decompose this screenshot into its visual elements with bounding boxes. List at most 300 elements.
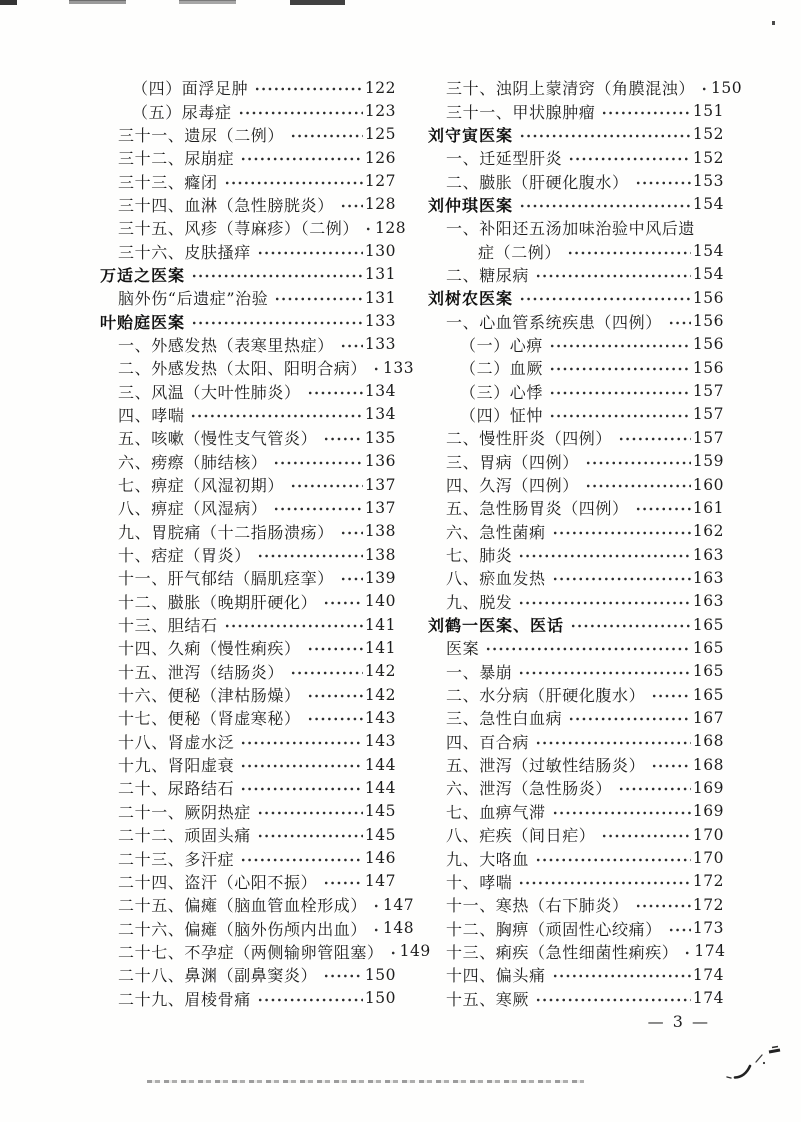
toc-entry xyxy=(100,520,396,543)
toc-entry xyxy=(428,450,724,473)
toc-entry-label: 八、疟疾（间日疟） xyxy=(446,826,596,846)
toc-entry-page: 169 xyxy=(692,802,724,821)
dot-leader xyxy=(340,574,363,584)
toc-entry xyxy=(428,776,724,799)
toc-entry xyxy=(428,263,724,286)
scan-artifact-strip xyxy=(0,0,17,5)
toc-entry-label: 十七、便秘（肾虚寒秘） xyxy=(118,709,301,729)
toc-entry xyxy=(100,146,396,169)
dot-leader xyxy=(651,691,691,701)
toc-entry xyxy=(428,216,724,239)
toc-entry xyxy=(100,566,396,589)
toc-entry xyxy=(428,963,724,986)
toc-entry xyxy=(428,823,724,846)
toc-entry-page: 130 xyxy=(364,242,396,261)
toc-entry xyxy=(428,660,724,683)
toc-entry-page: 125 xyxy=(364,125,396,144)
dot-leader xyxy=(307,714,363,724)
toc-entry-page: 169 xyxy=(692,778,724,797)
toc-entry-label: 四、百合病 xyxy=(446,732,530,752)
toc-entry xyxy=(100,683,396,706)
toc-entry xyxy=(100,169,396,192)
toc-entry-page: 160 xyxy=(692,475,724,494)
dot-leader xyxy=(274,294,363,304)
toc-entry-page: 138 xyxy=(364,545,396,564)
toc-entry xyxy=(100,776,396,799)
toc-entry xyxy=(428,706,724,729)
toc-entry-page: 162 xyxy=(692,522,724,541)
toc-entry xyxy=(428,566,724,589)
toc-entry-page: 143 xyxy=(364,708,396,727)
toc-entry-label: 一、暴崩 xyxy=(446,662,513,682)
toc-entry-page: 127 xyxy=(364,172,396,191)
toc-entry-label: 十九、肾阳虚衰 xyxy=(118,756,235,776)
toc-entry-label: 刘树农医案 xyxy=(428,289,514,309)
dot-leader xyxy=(535,271,691,281)
dot-leader xyxy=(568,154,691,164)
toc-entry-page: 123 xyxy=(364,102,396,121)
toc-entry-page: 151 xyxy=(692,102,724,121)
toc-entry-label: 三十、浊阴上蒙清窍（角膜混浊） xyxy=(446,79,696,99)
toc-entry-page: 159 xyxy=(692,452,724,471)
dot-leader xyxy=(519,294,691,304)
dot-leader xyxy=(568,714,691,724)
toc-entry-label: 二十二、顽固头痛 xyxy=(118,826,251,846)
toc-entry xyxy=(100,543,396,566)
toc-entry xyxy=(100,986,396,1009)
toc-entry-page: 172 xyxy=(692,895,724,914)
toc-entry-page: 154 xyxy=(692,242,724,261)
dot-leader xyxy=(290,131,363,141)
toc-entry-page: 156 xyxy=(692,312,724,331)
toc-entry xyxy=(100,263,396,286)
dot-leader xyxy=(535,995,691,1005)
toc-entry-page: 168 xyxy=(692,732,724,751)
toc-entry-label: 六、痨瘵（肺结核） xyxy=(118,452,268,472)
toc-entry-page: 157 xyxy=(692,405,724,424)
dot-leader xyxy=(273,504,363,514)
toc-entry-page: 163 xyxy=(692,592,724,611)
dot-leader xyxy=(373,901,381,911)
toc-entry-page: 145 xyxy=(364,825,396,844)
toc-entry xyxy=(428,613,724,636)
toc-entry-page: 144 xyxy=(364,778,396,797)
toc-entry-label: 二、慢性肝炎（四例） xyxy=(446,429,613,449)
toc-entry xyxy=(100,286,396,309)
dot-leader xyxy=(651,761,691,771)
toc-entry-label: 十一、肝气郁结（膈肌痉挛） xyxy=(118,569,334,589)
toc-entry-page: 148 xyxy=(383,919,415,938)
toc-entry-page: 137 xyxy=(364,475,396,494)
toc-entry-label: 三、风温（大叶性肺炎） xyxy=(118,382,301,402)
toc-entry-page: 165 xyxy=(692,638,724,657)
toc-entry-page: 170 xyxy=(692,849,724,868)
toc-entry-page: 156 xyxy=(692,288,724,307)
toc-entry-label: 九、脱发 xyxy=(446,592,513,612)
toc-entry-page: 163 xyxy=(692,545,724,564)
toc-entry-label: 二十八、鼻渊（副鼻窦炎） xyxy=(118,966,318,986)
toc-entry xyxy=(428,986,724,1009)
toc-entry-page: 156 xyxy=(692,358,724,377)
toc-entry-page: 147 xyxy=(364,872,396,891)
toc-entry-page: 134 xyxy=(364,382,396,401)
toc-entry-label: 二十七、不孕症（两侧输卵管阻塞） xyxy=(118,942,384,962)
toc-entry-label: 四、哮喘 xyxy=(118,405,185,425)
dot-leader xyxy=(323,434,363,444)
toc-entry xyxy=(428,286,724,309)
toc-entry-page: 165 xyxy=(692,662,724,681)
toc-entry-label: 十三、胆结石 xyxy=(118,616,218,636)
toc-entry-label: 三十四、血淋（急性膀胱炎） xyxy=(118,195,334,215)
toc-entry-label: 二十一、厥阴热症 xyxy=(118,802,251,822)
toc-entry-page: 150 xyxy=(364,989,396,1008)
toc-entry xyxy=(100,730,396,753)
toc-entry-label: 七、肺炎 xyxy=(446,546,513,566)
toc-entry-label: 脑外伤“后遗症”治验 xyxy=(118,289,269,309)
toc-entry-label: （四）怔忡 xyxy=(460,405,544,425)
toc-entry-page: 152 xyxy=(692,148,724,167)
dot-leader xyxy=(240,738,363,748)
toc-entry-page: 131 xyxy=(364,288,396,307)
dot-leader xyxy=(601,108,691,118)
toc-entry-page: 128 xyxy=(364,195,396,214)
dot-leader xyxy=(567,248,691,258)
dot-leader xyxy=(340,201,363,211)
toc-entry-label: 六、急性菌痢 xyxy=(446,522,546,542)
dot-leader xyxy=(635,504,691,514)
dot-leader xyxy=(257,551,363,561)
dot-leader xyxy=(519,201,691,211)
toc-entry-page: 150 xyxy=(711,78,743,97)
toc-entry xyxy=(100,496,396,519)
toc-entry xyxy=(100,800,396,823)
dot-leader xyxy=(240,784,363,794)
toc-entry-label: 十四、久痢（慢性痢疾） xyxy=(118,639,301,659)
toc-entry-label: 十二、臌胀（晚期肝硬化） xyxy=(118,592,318,612)
toc-entry-label: （五）尿毒症 xyxy=(132,102,232,122)
toc-entry xyxy=(428,76,743,99)
toc-entry-label: 三十五、风疹（荨麻疹）（二例） xyxy=(118,219,360,239)
dot-leader xyxy=(518,668,691,678)
dot-leader xyxy=(365,224,373,234)
toc-entry-page: 157 xyxy=(692,428,724,447)
toc-entry xyxy=(428,590,724,613)
toc-entry-label: 三十三、癃闭 xyxy=(118,172,218,192)
toc-entry-page: 154 xyxy=(692,195,724,214)
smudge-line xyxy=(147,1080,584,1083)
dot-leader xyxy=(635,178,691,188)
toc-entry-label: 十五、寒厥 xyxy=(446,989,530,1009)
toc-entry xyxy=(100,123,396,146)
toc-entry xyxy=(100,193,396,216)
toc-entry xyxy=(100,356,415,379)
toc-entry-label: 五、泄泻（过敏性结肠炎） xyxy=(446,756,646,776)
toc-entry-page: 156 xyxy=(692,335,724,354)
dot-leader xyxy=(684,948,692,958)
toc-entry xyxy=(428,169,724,192)
toc-entry-label: （一）心痹 xyxy=(460,335,544,355)
dot-leader xyxy=(323,971,363,981)
toc-entry xyxy=(100,450,396,473)
toc-entry xyxy=(100,473,396,496)
dot-leader xyxy=(570,621,691,631)
dot-leader xyxy=(549,411,691,421)
dot-leader xyxy=(323,878,363,888)
toc-entry xyxy=(428,543,724,566)
dot-leader xyxy=(518,878,691,888)
toc-entry xyxy=(428,800,724,823)
toc-entry-page: 165 xyxy=(692,685,724,704)
toc-entry-label: 十一、寒热（右下肺炎） xyxy=(446,896,629,916)
toc-entry xyxy=(428,893,724,916)
dot-leader xyxy=(257,808,363,818)
toc-entry-label: 二、水分病（肝硬化腹水） xyxy=(446,686,646,706)
toc-entry-label: 万适之医案 xyxy=(100,265,186,285)
toc-entry-label: 刘守寅医案 xyxy=(428,125,514,145)
toc-entry-page: 157 xyxy=(692,382,724,401)
dot-leader xyxy=(618,434,691,444)
toc-entry-label: 二、臌胀（肝硬化腹水） xyxy=(446,172,629,192)
toc-entry-page: 143 xyxy=(364,732,396,751)
dot-leader xyxy=(668,925,691,935)
toc-entry-label: 九、大咯血 xyxy=(446,849,530,869)
dot-leader xyxy=(535,855,691,865)
toc-entry-label: 七、血痹气滞 xyxy=(446,802,546,822)
toc-entry xyxy=(428,496,724,519)
toc-entry-label: 七、痹症（风湿初期） xyxy=(118,476,285,496)
toc-entry-page: 140 xyxy=(364,592,396,611)
toc-entry xyxy=(100,239,396,262)
toc-entry xyxy=(428,520,724,543)
toc-entry xyxy=(428,403,724,426)
toc-right-column xyxy=(428,76,743,1010)
toc-entry-label: 十六、便秘（津枯肠燥） xyxy=(118,686,301,706)
scan-artifact-strip xyxy=(179,0,236,4)
toc-entry xyxy=(100,99,396,122)
toc-entry xyxy=(428,940,724,963)
dot-leader xyxy=(257,995,363,1005)
dot-leader xyxy=(535,738,691,748)
toc-entry-page: 152 xyxy=(692,125,724,144)
toc-entry xyxy=(100,76,396,99)
toc-entry-page: 138 xyxy=(364,522,396,541)
toc-entry xyxy=(100,823,396,846)
toc-entry xyxy=(428,916,724,939)
dot-leader xyxy=(254,84,363,94)
toc-entry-page: 168 xyxy=(692,755,724,774)
dot-leader xyxy=(485,644,691,654)
toc-entry-page: 141 xyxy=(364,615,396,634)
dot-leader xyxy=(290,668,363,678)
dot-leader xyxy=(240,761,363,771)
toc-entry-label: 十五、泄泻（结肠炎） xyxy=(118,662,285,682)
dot-leader xyxy=(390,948,398,958)
toc-entry xyxy=(100,870,396,893)
toc-entry-label: 八、瘀血发热 xyxy=(446,569,546,589)
toc-entry-page: 133 xyxy=(383,358,415,377)
toc-entry xyxy=(428,379,724,402)
toc-entry-label: 医案 xyxy=(446,639,480,659)
toc-entry-label: 二、外感发热（太阳、阳明合病） xyxy=(118,359,368,379)
toc-entry-page: 163 xyxy=(692,568,724,587)
toc-entry xyxy=(100,940,431,963)
toc-entry-page: 172 xyxy=(692,872,724,891)
toc-entry xyxy=(428,636,724,659)
dot-leader xyxy=(373,925,381,935)
toc-entry xyxy=(100,660,396,683)
toc-entry xyxy=(100,216,407,239)
dot-leader xyxy=(307,644,363,654)
toc-entry-label: 十八、肾虚水泛 xyxy=(118,732,235,752)
toc-entry xyxy=(100,613,396,636)
toc-entry-label: 症（二例） xyxy=(478,242,562,262)
dot-leader xyxy=(549,341,691,351)
toc-entry xyxy=(100,333,396,356)
toc-entry xyxy=(100,706,396,729)
toc-entry-page: 135 xyxy=(364,428,396,447)
dot-leader xyxy=(340,341,363,351)
toc-entry-label: 三十六、皮肤搔痒 xyxy=(118,242,251,262)
toc-entry-label: 九、胃脘痛（十二指肠溃疡） xyxy=(118,522,334,542)
dot-leader xyxy=(240,855,363,865)
dot-leader xyxy=(701,84,709,94)
toc-entry-page: 144 xyxy=(364,755,396,774)
scan-speck xyxy=(772,21,775,25)
toc-entry-label: 三十一、甲状腺肿瘤 xyxy=(446,102,596,122)
toc-entry-page: 154 xyxy=(692,265,724,284)
dot-leader xyxy=(190,411,363,421)
dot-leader xyxy=(307,388,363,398)
toc-entry-label: 四、久泻（四例） xyxy=(446,476,579,496)
toc-entry xyxy=(100,309,396,332)
toc-entry xyxy=(428,426,724,449)
toc-entry xyxy=(428,870,724,893)
dot-leader xyxy=(549,364,691,374)
toc-entry-label: 三十一、遗尿（二例） xyxy=(118,125,285,145)
toc-entry-page: 139 xyxy=(364,568,396,587)
toc-entry-page: 174 xyxy=(692,965,724,984)
toc-entry xyxy=(428,683,724,706)
dot-leader xyxy=(290,481,363,491)
toc-entry-label: 五、急性肠胃炎（四例） xyxy=(446,499,629,519)
toc-entry-page: 145 xyxy=(364,802,396,821)
toc-entry xyxy=(100,846,396,869)
toc-entry xyxy=(428,333,724,356)
dot-leader xyxy=(191,271,363,281)
toc-entry xyxy=(428,356,724,379)
toc-entry xyxy=(100,590,396,613)
toc-entry-label: 一、心血管系统疾患（四例） xyxy=(446,312,662,332)
dot-leader xyxy=(191,318,363,328)
toc-entry-page: 146 xyxy=(364,849,396,868)
toc-left-column xyxy=(100,76,431,1010)
toc-entry-label: 二、糖尿病 xyxy=(446,265,530,285)
dot-leader xyxy=(552,971,691,981)
toc-entry-page: 142 xyxy=(364,685,396,704)
toc-entry xyxy=(100,963,396,986)
dot-leader xyxy=(340,528,363,538)
dot-leader xyxy=(373,364,381,374)
toc-entry-label: 十三、痢疾（急性细菌性痢疾） xyxy=(446,942,679,962)
dot-leader xyxy=(257,831,363,841)
dot-leader xyxy=(238,108,363,118)
toc-entry xyxy=(100,893,415,916)
toc-entry xyxy=(100,636,396,659)
toc-entry-label: 二十四、盗汗（心阳不振） xyxy=(118,872,318,892)
toc-entry-page: 122 xyxy=(364,78,396,97)
toc-entry xyxy=(428,146,724,169)
dot-leader xyxy=(668,318,691,328)
dot-leader xyxy=(273,458,363,468)
toc-entry-label: 三、胃病（四例） xyxy=(446,452,579,472)
toc-entry-label: 八、痹症（风湿病） xyxy=(118,499,268,519)
dot-leader xyxy=(323,598,363,608)
toc-entry-label: 三十二、尿崩症 xyxy=(118,149,235,169)
toc-entry-page: 153 xyxy=(692,172,724,191)
dot-leader xyxy=(601,831,691,841)
toc-entry-page: 161 xyxy=(692,498,724,517)
page-number-footer: — 3 — xyxy=(647,1012,710,1031)
dot-leader xyxy=(552,528,691,538)
toc-entry-label: 二十、尿路结石 xyxy=(118,779,235,799)
pen-mark xyxy=(724,1040,790,1088)
toc-entry-label: （三）心悸 xyxy=(460,382,544,402)
toc-entry-label: 刘仲琪医案 xyxy=(428,195,514,215)
toc-entry-page: 128 xyxy=(375,218,407,237)
dot-leader xyxy=(552,574,691,584)
toc-entry-label: 二十五、偏瘫（脑血管血栓形成） xyxy=(118,896,368,916)
toc-entry xyxy=(100,916,415,939)
dot-leader xyxy=(224,621,363,631)
toc-entry-label: 六、泄泻（急性肠炎） xyxy=(446,779,613,799)
toc-entry-page: 136 xyxy=(364,452,396,471)
toc-entry-label: 一、迁延型肝炎 xyxy=(446,149,563,169)
toc-entry-label: 二十九、眉棱骨痛 xyxy=(118,989,251,1009)
toc-entry-page: 173 xyxy=(692,919,724,938)
toc-entry-label: 三、急性白血病 xyxy=(446,709,563,729)
dot-leader xyxy=(307,691,363,701)
toc-entry xyxy=(428,730,724,753)
scan-artifact-strip xyxy=(290,0,345,5)
toc-entry-page: 142 xyxy=(364,662,396,681)
dot-leader xyxy=(224,178,363,188)
toc-entry-label: 叶贻庭医案 xyxy=(100,312,186,332)
toc-entry-label: 一、补阳还五汤加味治验中风后遗 xyxy=(446,219,696,239)
toc-entry xyxy=(428,309,724,332)
toc-entry xyxy=(428,473,724,496)
toc-entry-page: 134 xyxy=(364,405,396,424)
toc-entry-label: 十、哮喘 xyxy=(446,872,513,892)
toc-entry-page: 150 xyxy=(364,965,396,984)
toc-entry xyxy=(428,753,724,776)
toc-entry xyxy=(428,193,724,216)
dot-leader xyxy=(585,481,691,491)
dot-leader xyxy=(618,784,691,794)
dot-leader xyxy=(549,388,691,398)
toc-entry-label: 刘鹤一医案、医话 xyxy=(428,616,565,636)
scan-artifact-strip xyxy=(69,0,126,4)
toc-entry-label: 十二、胸痹（顽固性心绞痛） xyxy=(446,919,662,939)
toc-entry-page: 167 xyxy=(692,708,724,727)
toc-entry-label: 一、外感发热（表寒里热症） xyxy=(118,335,334,355)
toc-entry-label: 二十三、多汗症 xyxy=(118,849,235,869)
toc-entry-page: 147 xyxy=(383,895,415,914)
toc-entry-page: 133 xyxy=(364,335,396,354)
toc-entry xyxy=(428,846,724,869)
toc-entry xyxy=(428,123,724,146)
toc-entry-page: 133 xyxy=(364,312,396,331)
toc-entry-page: 126 xyxy=(364,148,396,167)
